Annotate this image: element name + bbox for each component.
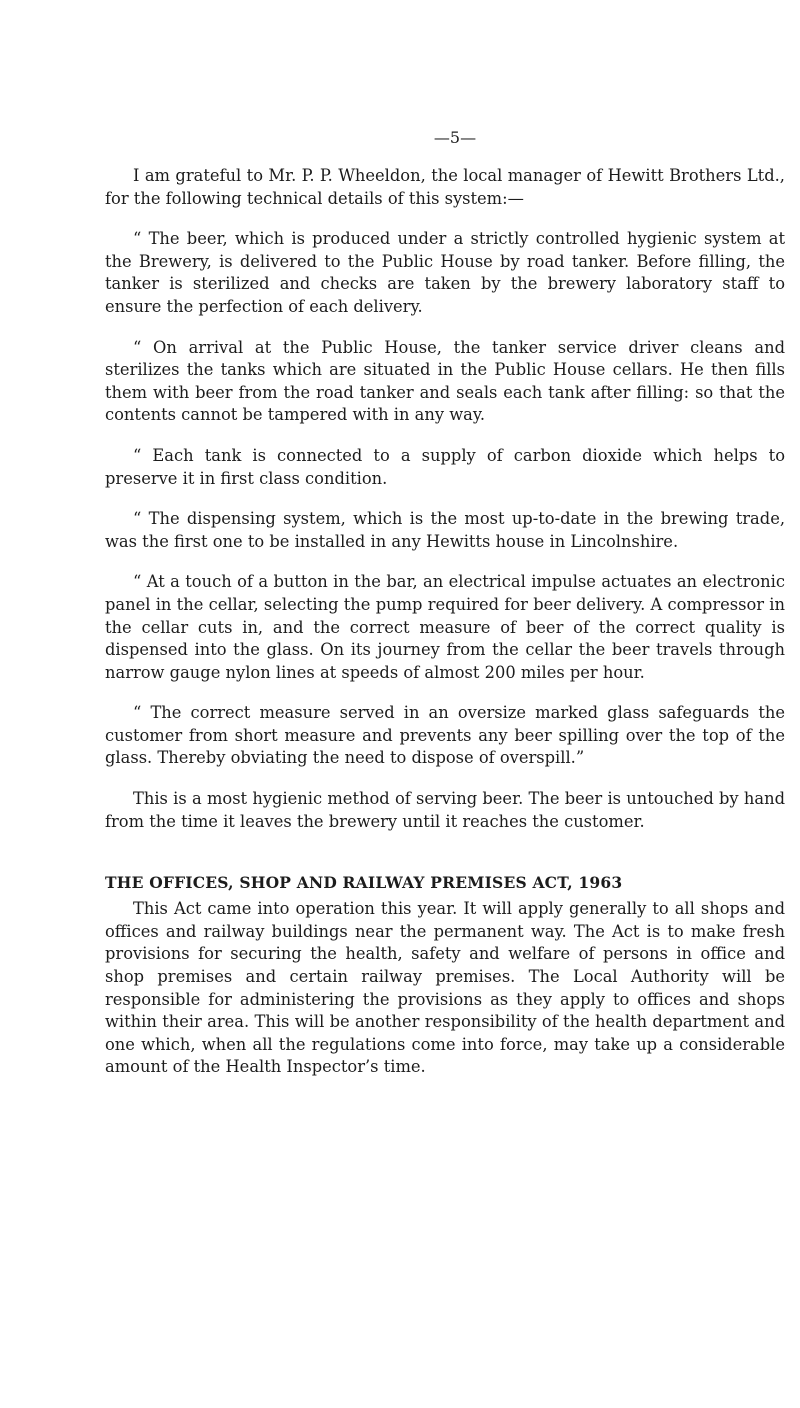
quote-paragraph-1: “ The beer, which is produced under a strictly controlled hygienic system at the Brewery, is delivered to the Public House by road tanker. Before filling, the tanker is sterilized and checks are taken by the brewery laboratory staff to ensure the perfection of each delivery. bbox=[105, 229, 785, 316]
page-number: —5— bbox=[433, 128, 477, 147]
section-heading: THE OFFICES, SHOP AND RAILWAY PREMISES ACT, 1963 bbox=[105, 873, 623, 893]
conclusion-paragraph: This is a most hygienic method of serving beer. The beer is untouched by hand from the time it leaves the brewery until it reaches the customer. bbox=[105, 789, 785, 831]
intro-paragraph: I am grateful to Mr. P. P. Wheeldon, the local manager of Hewitt Brothers Ltd., for the following technical details of this system:— bbox=[105, 166, 785, 208]
quote-paragraph-3: “ Each tank is connected to a supply of carbon dioxide which helps to preserve it in first class condition. bbox=[105, 445, 785, 488]
quote-paragraph-5: “ At a touch of a button in the bar, an electrical impulse actuates an electronic panel in the cellar, selecting the pump required for beer delivery. A compressor in the cellar cuts in, and the correct measure of beer of the correct quality is dispensed into the glass. On its journey from the cellar the beer travels through narrow gauge nylon lines at speeds of almost 200 miles per hour. bbox=[105, 572, 785, 682]
section-paragraph: This Act came into operation this year. It will apply generally to all shops and offices and railway buildings near the permanent way. The Act is to make fresh provisions for securing the health, safety and welfare of persons in office and shop premises and certain railway premises. The Local Authority will be responsible for administering the provisions as they apply to offices and shops within their area. This will be another responsibility of the health department and one which, when all the regulations come into force, may take up a considerable amount of the Health Inspector’s time. bbox=[105, 899, 785, 1077]
quote-paragraph-6: “ The correct measure served in an oversize marked glass safeguards the customer from short measure and prevents any beer spilling over the top of the glass. Thereby obviating the need to dispose of overspill.” bbox=[105, 703, 785, 768]
quote-paragraph-4: “ The dispensing system, which is the most up-to-date in the brewing trade, was the first one to be installed in any Hewitts house in Lincolnshire. bbox=[105, 509, 785, 551]
document-page bbox=[105, 128, 785, 1097]
quote-paragraph-2: “ On arrival at the Public House, the tanker service driver cleans and sterilizes the tanks which are situated in the Public House cellars. He then fills them with beer from the road tanker and seals each tank after filling: so that the contents cannot be tampered with in any way. bbox=[105, 337, 785, 425]
